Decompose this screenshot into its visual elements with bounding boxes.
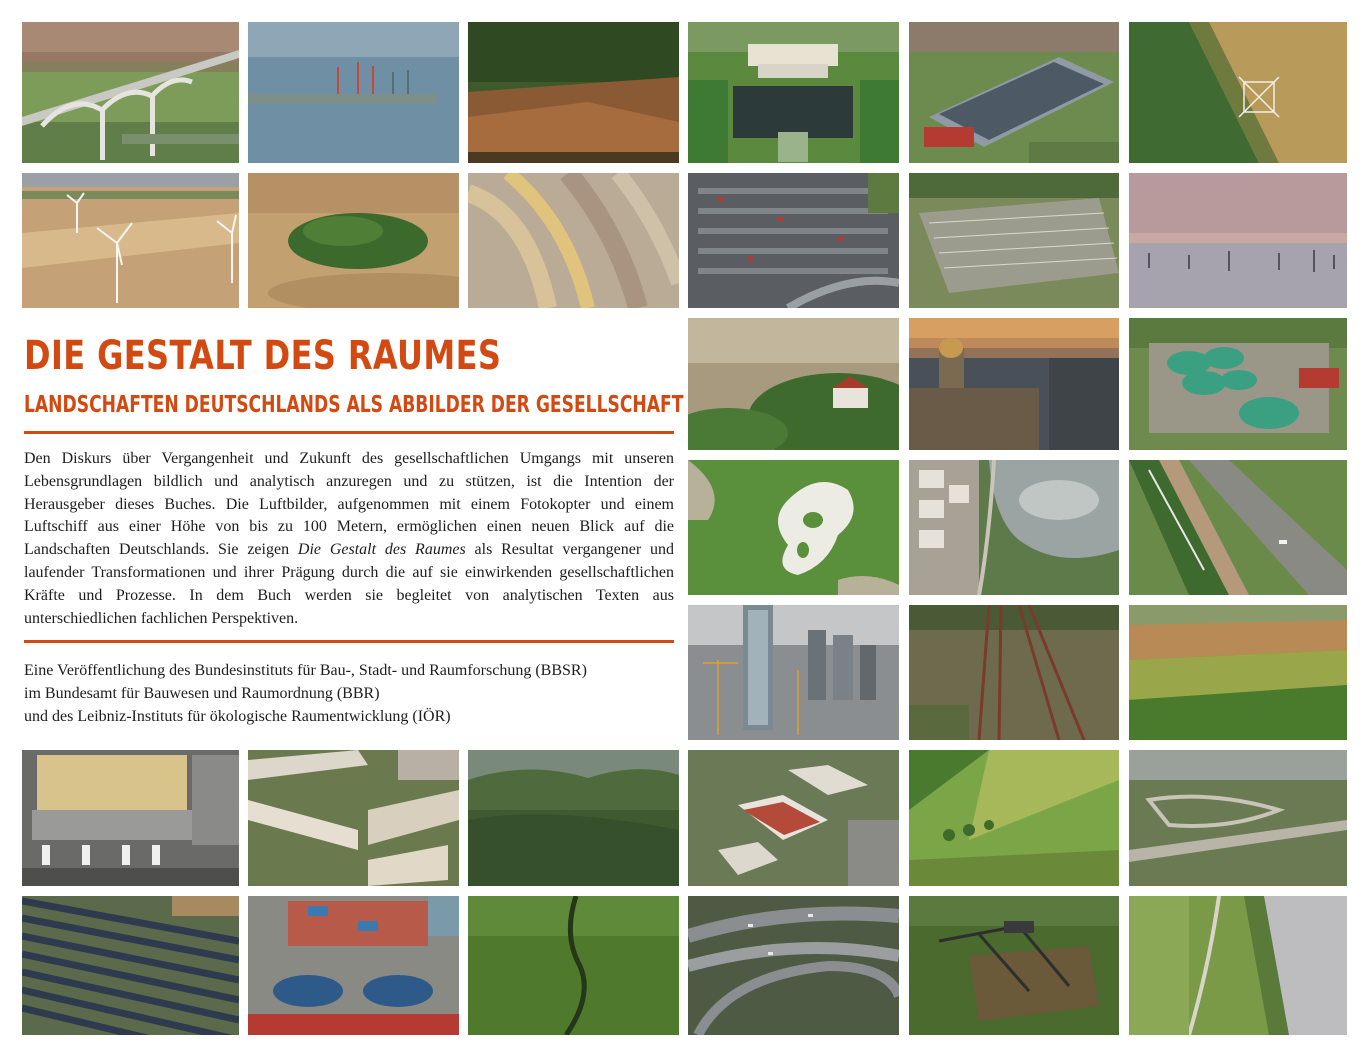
photo-lake-housing (909, 460, 1119, 595)
photo-wind-turbines-fields (22, 173, 239, 308)
top-divider (24, 431, 674, 434)
photo-river-dike (1129, 896, 1347, 1035)
photo-city-sunset (909, 318, 1119, 450)
photo-modern-residential (688, 750, 899, 886)
photo-forested-hills (468, 750, 679, 886)
photo-abandoned-railway (909, 605, 1119, 740)
photo-power-pylon-field (1129, 22, 1347, 163)
photo-sculpture-lawn (688, 460, 899, 595)
photo-damaged-forest (468, 22, 679, 163)
publisher-line: im Bundesamt für Bauwesen und Raumordnung (BBR) (24, 684, 380, 702)
photo-solar-park (22, 896, 239, 1035)
photo-biogas-plant (1129, 318, 1347, 450)
photo-electrical-substation (909, 173, 1119, 308)
photo-palace-garden (688, 22, 899, 163)
photo-highrise-construction (688, 605, 899, 740)
photo-apartment-blocks (248, 750, 459, 886)
photo-rock-strata (468, 173, 679, 308)
photo-highway-railway (1129, 460, 1347, 595)
photo-evening-fields (1129, 605, 1347, 740)
photo-highway-interchange (688, 896, 899, 1035)
photo-container-port-treatment (248, 896, 459, 1035)
photo-warehouse-logistics (22, 750, 239, 886)
photo-mining-landscape-manor (688, 318, 899, 450)
book-subtitle: LANDSCHAFTEN DEUTSCHLANDS ALS ABBILDER DER GESELLSCHAFT (24, 392, 684, 418)
photo-airfield (1129, 750, 1347, 886)
publisher-line: und des Leibniz-Instituts für ökologische Raumentwicklung (IÖR) (24, 707, 451, 725)
photo-railway-viaduct (22, 22, 239, 163)
book-description: Den Diskurs über Vergangenheit und Zukunft des gesellschaftlichen Umgangs mit unseren Lebensgrundlagen bildlich und analytisch anzuregen und zu stützen, ist die Intention der Herausgeber dieses Buches. Die Luftbilder, aufgenommen mit einem Fotokopter und einem Luftschiff aus einer Höhe von bis zu 100 Metern, ermöglichen einen neuen Blick auf die Landschaften Deutschlands. Sie zeigen Die Gestalt des Raumes als Resultat vergangener und laufender Transformationen und ihrer Prägung durch die auf sie einwirkenden gesellschaftlichen Kräfte und Prozesse. In dem Buch werden sie begleitet von analytischen Texten aus unterschiedlichen fachlichen Perspektiven. (24, 450, 675, 627)
photo-green-meadows (909, 750, 1119, 886)
photo-mining-excavator (909, 896, 1119, 1035)
publisher-line: Eine Veröffentlichung des Bundesinstituts für Bau-, Stadt- und Raumforschung (BBSR) (24, 662, 587, 679)
italic-book-title: Die Gestalt des Raumes (297, 541, 466, 559)
photo-parking-lot (688, 173, 899, 308)
photo-field-with-stream (468, 896, 679, 1035)
photo-tree-island-field (248, 173, 459, 308)
book-title: DIE GESTALT DES RAUMES (24, 333, 502, 379)
bottom-divider (24, 640, 674, 643)
photo-port-cranes (248, 22, 459, 163)
photo-solar-roof-building (909, 22, 1119, 163)
publisher-info (24, 660, 674, 728)
photo-offshore-windfarm (1129, 173, 1347, 308)
